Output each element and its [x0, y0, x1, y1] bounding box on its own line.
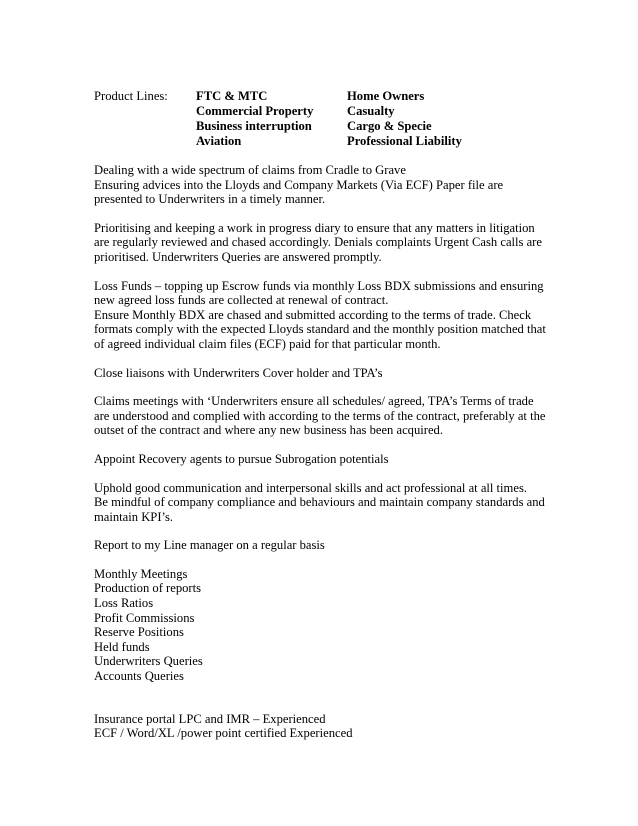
paragraph-liaisons: Close liaisons with Underwriters Cover holder and TPA’s — [94, 365, 383, 380]
list-item: Underwriters Queries — [94, 654, 203, 669]
product-lines-label: Product Lines: — [94, 89, 168, 103]
product-line-item: Aviation — [196, 134, 242, 148]
paragraph-recovery-agents: Appoint Recovery agents to pursue Subrogation potentials — [94, 451, 389, 466]
paragraph-communication: Uphold good communication and interpersonal skills and act professional at all times. Be mindful of company compliance and behaviours and maintain company standards and maintain KPI’s. — [94, 480, 545, 524]
product-line-item: Casualty — [347, 104, 395, 118]
product-line-item: FTC & MTC — [196, 89, 268, 103]
paragraph-line-manager: Report to my Line manager on a regular basis — [94, 538, 325, 553]
skill-item: Insurance portal LPC and IMR – Experienced — [94, 711, 326, 726]
list-item: Loss Ratios — [94, 596, 154, 611]
list-item: Monthly Meetings — [94, 566, 188, 581]
list-item: Production of reports — [94, 581, 202, 596]
product-lines-table — [94, 88, 550, 149]
document-page — [94, 88, 550, 741]
paragraph-loss-funds: Loss Funds – topping up Escrow funds via monthly Loss BDX submissions and ensuring new agreed loss funds are collected at renewal of contract. Ensure Monthly BDX are chased and submitted according to the terms of trade. Check formats comply with the expected Lloyds standard and the monthly position matched that of agreed individual claim files (ECF) paid for that particular month. — [94, 278, 546, 351]
product-line-item: Cargo & Specie — [347, 119, 432, 133]
skills-list — [94, 712, 550, 741]
list-item: Profit Commissions — [94, 610, 195, 625]
product-line-item: Home Owners — [347, 89, 425, 103]
product-lines-column-1 — [196, 88, 313, 148]
list-item: Reserve Positions — [94, 625, 184, 640]
product-lines-column-2 — [347, 88, 462, 148]
paragraph-claims-meetings: Claims meetings with ‘Underwriters ensure all schedules/ agreed, TPA’s Terms of trade are understood and complied with according to the terms of the contract, preferably at the outset of the contract and where any new business has been acquired. — [94, 394, 546, 438]
skill-item: ECF / Word/XL /power point certified Experienced — [94, 726, 353, 741]
list-item: Accounts Queries — [94, 669, 184, 684]
product-line-item: Business interruption — [196, 119, 312, 133]
product-line-item: Commercial Property — [196, 104, 314, 118]
duties-list — [94, 567, 550, 684]
paragraph-prioritising: Prioritising and keeping a work in progress diary to ensure that any matters in litigation are regularly reviewed and chased accordingly. Denials complaints Urgent Cash calls are prioritised. Underwriters Queries are answered promptly. — [94, 220, 542, 264]
product-line-item: Professional Liability — [347, 134, 462, 148]
list-item: Held funds — [94, 639, 150, 654]
paragraph-claims-spectrum: Dealing with a wide spectrum of claims from Cradle to Grave Ensuring advices into the Lloyds and Company Markets (Via ECF) Paper file are presented to Underwriters in a timely manner. — [94, 163, 504, 207]
